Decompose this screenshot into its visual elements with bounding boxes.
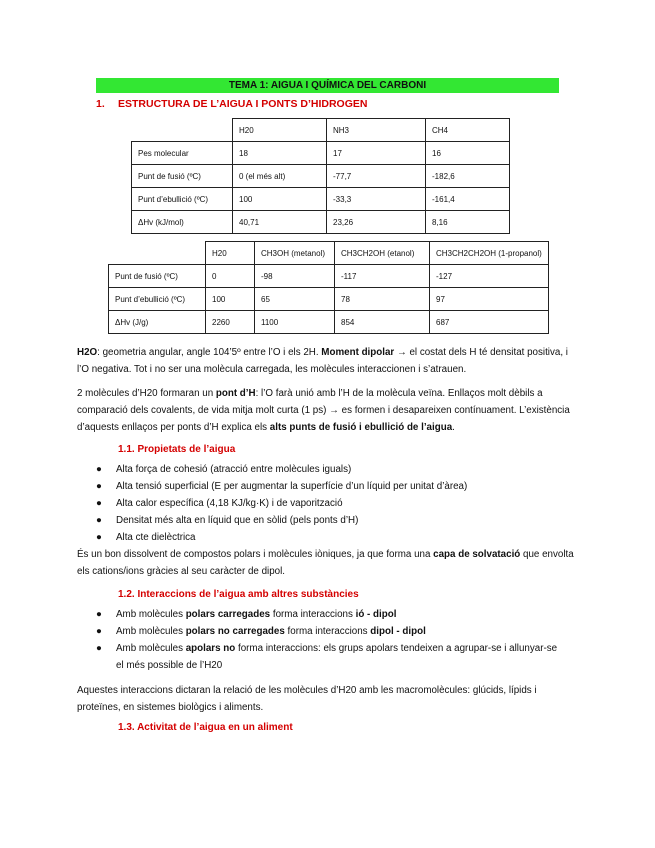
table-cell: 18 [233,142,327,165]
paragraph-text: : geometria angular, angle 104’5º entre l’O i els 2H. [97,347,322,358]
table-cell: 23,26 [327,211,426,234]
bold-term: H2O [77,347,98,358]
list-item: ● Alta tensió superficial (E per augmentar la superfície d’un líquid per unitat d’àrea) [96,478,566,495]
table-cell: Punt de fusió (ºC) [109,265,206,288]
bullet-icon: ● [96,481,102,492]
table-cell: -182,6 [426,165,510,188]
bullet-icon: ● [96,626,102,637]
table-cell: 65 [255,288,335,311]
paragraph-h2o [77,344,577,378]
table-cell: Punt de fusió (ºC) [132,165,233,188]
table-row [109,265,549,288]
molecule-comparison-table [131,118,510,234]
table-cell: 2260 [206,311,255,334]
table-cell: 16 [426,142,510,165]
paragraph-text: És un bon dissolvent de compostos polars i molècules iòniques, ja que forma una [77,549,434,560]
table-cell: 78 [335,288,430,311]
bullet-icon: ● [96,498,102,509]
table-cell: 854 [335,311,430,334]
paragraph-solvation [77,546,577,580]
paragraph-text: 2 molècules d’H20 formaran un [77,388,216,399]
table-header-cell: CH3CH2CH2OH (1-propanol) [430,242,549,265]
list-item: ● Alta força de cohesió (atracció entre molècules iguals) [96,461,566,478]
table-header-cell: CH4 [426,119,510,142]
table-cell: -161,4 [426,188,510,211]
table-cell: 97 [430,288,549,311]
table-cell: 0 (el més alt) [233,165,327,188]
table-header-cell: H20 [233,119,327,142]
table-header-row [109,242,549,265]
table-cell: 687 [430,311,549,334]
table-cell: Punt d’ebullició (ºC) [109,288,206,311]
table-cell: -127 [430,265,549,288]
properties-list [96,461,566,546]
title-banner: TEMA 1: AIGUA I QUÍMICA DEL CARBONI [96,78,559,93]
subsection-heading: 1.2. Interaccions de l’aigua amb altres substàncies [118,589,359,600]
section-number: 1. [96,98,105,110]
paragraph-hydrogen-bond [77,385,577,436]
section-heading [96,98,367,110]
bullet-icon: ● [96,464,102,475]
table-cell: -77,7 [327,165,426,188]
table-cell: -117 [335,265,430,288]
list-item: ● Amb molècules polars no carregades forma interaccions dipol - dipol [96,623,566,640]
list-item: ● Amb molècules polars carregades forma interaccions ió - dipol [96,606,566,623]
bullet-icon: ● [96,609,102,620]
bullet-icon: ● [96,515,102,526]
bullet-icon: ● [96,532,102,543]
alcohol-comparison-table [108,241,549,334]
list-item: ● Alta cte dielèctrica [96,529,566,546]
table-row [109,288,549,311]
subsection-heading: 1.1. Propietats de l’aigua [118,444,236,455]
subsection-heading: 1.3. Activitat de l’aigua en un aliment [118,722,293,733]
table-cell: -33,3 [327,188,426,211]
paragraph-text: → el costat dels H té densitat positiva, i l’O negativa. Tot i no ser una molècula carregada, les molècules interaccionen i s’atrauen. [77,347,568,375]
table-header-row [132,119,510,142]
list-item: ● Amb molècules apolars no forma interaccions: els grups apolars tendeixen a agrupar-se i allunyar-se el més possible de l’H20 [96,640,566,674]
table-cell: ΔHv (kJ/mol) [132,211,233,234]
table-cell: ΔHv (J/g) [109,311,206,334]
table-cell [132,119,233,142]
paragraph-text: : l’O farà unió amb l’H de la molècula veïna. Enllaços molt dèbils a comparació dels covalents, de vida mitja molt curta (1 ps) → es formen i desapareixen contínuament. L’existència d’aquests enllaços per ponts d’H explica els [77,388,570,433]
table-cell: 0 [206,265,255,288]
table-cell: 1100 [255,311,335,334]
table-row [132,188,510,211]
interactions-list [96,606,566,674]
bullet-icon: ● [96,643,102,654]
table-row [132,142,510,165]
bold-term: alts punts de fusió i ebullició de l’aigua [269,422,453,433]
bold-term: pont d’H [215,388,256,399]
section-title: ESTRUCTURA DE L’AIGUA I PONTS D’HIDROGEN [118,98,368,110]
table-header-cell: NH3 [327,119,426,142]
table-cell: Pes molecular [132,142,233,165]
bold-term: Moment dipolar [321,347,395,358]
table-header-cell: CH3CH2OH (etanol) [335,242,430,265]
table-cell: Punt d’ebullició (ºC) [132,188,233,211]
table-cell: 40,71 [233,211,327,234]
table-row [109,311,549,334]
table-header-cell: CH3OH (metanol) [255,242,335,265]
table-cell: 100 [233,188,327,211]
list-item: ● Alta calor específica (4,18 KJ/kg·K) i de vaporització [96,495,566,512]
table-row [132,211,510,234]
table-row [132,165,510,188]
paragraph-text: que envolta els cations/ions gràcies al seu caràcter de dipol. [77,549,574,577]
table-cell: 100 [206,288,255,311]
bold-term: capa de solvatació [433,549,521,560]
table-cell: 8,16 [426,211,510,234]
paragraph-text: . [452,422,455,433]
list-item: ● Densitat més alta en líquid que en sòlid (pels ponts d’H) [96,512,566,529]
table-cell: 17 [327,142,426,165]
table-cell: -98 [255,265,335,288]
paragraph-macromolecules: Aquestes interaccions dictaran la relació de les molècules d’H20 amb les macromolècules: glúcids, lípids i proteïnes, en sistemes biològics i aliments. [77,685,537,713]
table-header-cell: H20 [206,242,255,265]
table-cell [109,242,206,265]
